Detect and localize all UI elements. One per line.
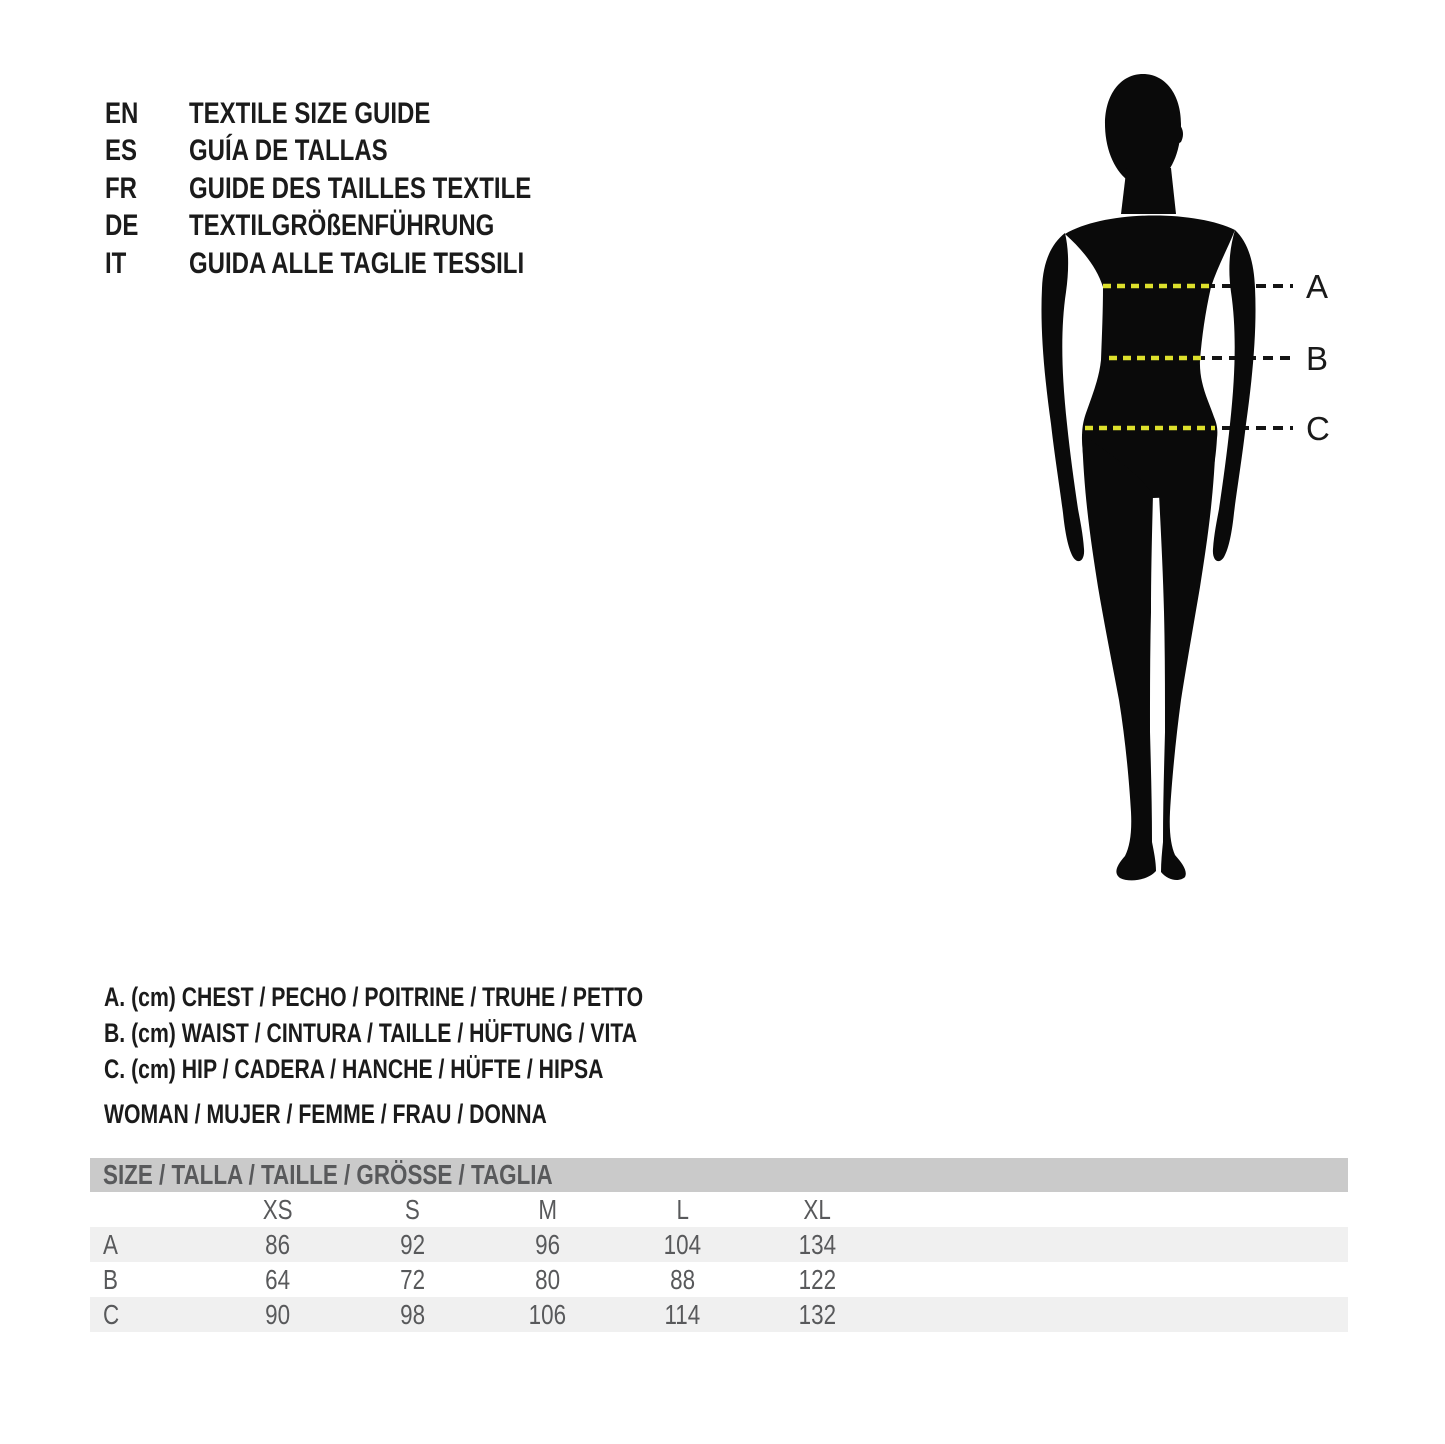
size-column-xs (210, 1194, 345, 1226)
table-cell (480, 1264, 615, 1296)
cell-value: 90 (265, 1298, 290, 1330)
size-column-m (480, 1194, 615, 1226)
row-label (90, 1299, 210, 1331)
cell-value: 80 (535, 1263, 560, 1295)
row-label-text: B (103, 1263, 118, 1295)
row-label-text: A (103, 1228, 118, 1260)
legend-chest-text: A. (cm) CHEST / PECHO / POITRINE / TRUHE / PETTO (104, 981, 644, 1012)
language-title-list (105, 95, 638, 283)
language-row-es (105, 133, 531, 171)
table-cell (210, 1229, 345, 1261)
cell-value: 114 (664, 1298, 701, 1330)
size-column-s (345, 1194, 480, 1226)
cell-value: 134 (798, 1228, 837, 1260)
size-column-m-label: M (538, 1193, 557, 1225)
table-cell (210, 1299, 345, 1331)
size-column-xs-label: XS (262, 1193, 293, 1225)
silhouette-neck (1121, 164, 1176, 214)
silhouette-left-leg (1082, 434, 1156, 880)
audience-text: WOMAN / MUJER / FEMME / FRAU / DONNA (104, 1098, 547, 1129)
table-cell (615, 1229, 750, 1261)
language-code: DE (105, 209, 139, 243)
language-row-en (105, 95, 531, 133)
table-cell (750, 1229, 885, 1261)
language-code: FR (105, 171, 137, 205)
table-cell (615, 1299, 750, 1331)
woman-silhouette-figure (1035, 72, 1350, 890)
table-row-hip (90, 1297, 1348, 1332)
size-column-l-label: L (676, 1193, 689, 1225)
table-cell (345, 1229, 480, 1261)
table-row-chest (90, 1227, 1348, 1262)
guide-title-it: GUIDA ALLE TAGLIE TESSILI (189, 246, 525, 280)
woman-silhouette-shape (1041, 74, 1255, 880)
cell-value: 86 (265, 1228, 290, 1260)
table-row-waist (90, 1262, 1348, 1297)
table-cell (345, 1264, 480, 1296)
chest-measure-letter: A (1306, 268, 1329, 305)
size-table-title-bar (90, 1158, 1348, 1192)
cell-value: 64 (265, 1263, 290, 1295)
size-column-xl-label: XL (803, 1193, 832, 1225)
table-cell (210, 1264, 345, 1296)
table-cell (615, 1264, 750, 1296)
legend-hip-text: C. (cm) HIP / CADERA / HANCHE / HÜFTE / HIPSA (104, 1053, 604, 1084)
table-cell (480, 1299, 615, 1331)
language-row-it (105, 245, 531, 283)
cell-value: 132 (798, 1298, 837, 1330)
table-cell (750, 1299, 885, 1331)
legend-hip (104, 1051, 778, 1087)
waist-measure-letter: B (1306, 340, 1329, 377)
language-row-fr (105, 170, 531, 208)
table-cell (480, 1229, 615, 1261)
size-table-title: SIZE / TALLA / TAILLE / GRÖSSE / TAGLIA (103, 1159, 553, 1190)
hip-measure-letter: C (1306, 410, 1330, 447)
size-table-header-row (90, 1192, 1348, 1227)
language-code: ES (105, 134, 138, 168)
table-cell (750, 1264, 885, 1296)
cell-value: 96 (535, 1228, 560, 1260)
language-row-de (105, 208, 531, 246)
silhouette-svg (1035, 72, 1350, 890)
table-cell (345, 1299, 480, 1331)
cell-value: 92 (400, 1228, 425, 1260)
cell-value: 106 (528, 1298, 567, 1330)
cell-value: 72 (400, 1263, 425, 1295)
audience-line (104, 1096, 658, 1132)
cell-value: 104 (663, 1228, 702, 1260)
silhouette-left-arm (1041, 233, 1084, 561)
row-label (90, 1264, 210, 1296)
cell-value: 98 (400, 1298, 425, 1330)
measurement-legend (104, 979, 778, 1087)
cell-value: 122 (798, 1263, 837, 1295)
guide-title-en: TEXTILE SIZE GUIDE (189, 96, 431, 130)
guide-title-de: TEXTILGRÖßENFÜHRUNG (189, 209, 495, 243)
size-column-l (615, 1194, 750, 1226)
legend-chest (104, 979, 778, 1015)
cell-value: 88 (670, 1263, 695, 1295)
silhouette-right-leg (1159, 434, 1216, 880)
silhouette-right-arm (1213, 230, 1256, 561)
size-column-xl (750, 1194, 885, 1226)
legend-waist (104, 1015, 778, 1051)
language-code: IT (105, 246, 127, 280)
row-label-text: C (103, 1298, 120, 1330)
language-code: EN (105, 96, 139, 130)
guide-title-fr: GUIDE DES TAILLES TEXTILE (189, 171, 532, 205)
size-table (90, 1158, 1348, 1332)
row-label (90, 1229, 210, 1261)
size-column-s-label: S (405, 1193, 420, 1225)
guide-title-es: GUÍA DE TALLAS (189, 134, 388, 168)
legend-waist-text: B. (cm) WAIST / CINTURA / TAILLE / HÜFTUNG / VITA (104, 1017, 638, 1048)
